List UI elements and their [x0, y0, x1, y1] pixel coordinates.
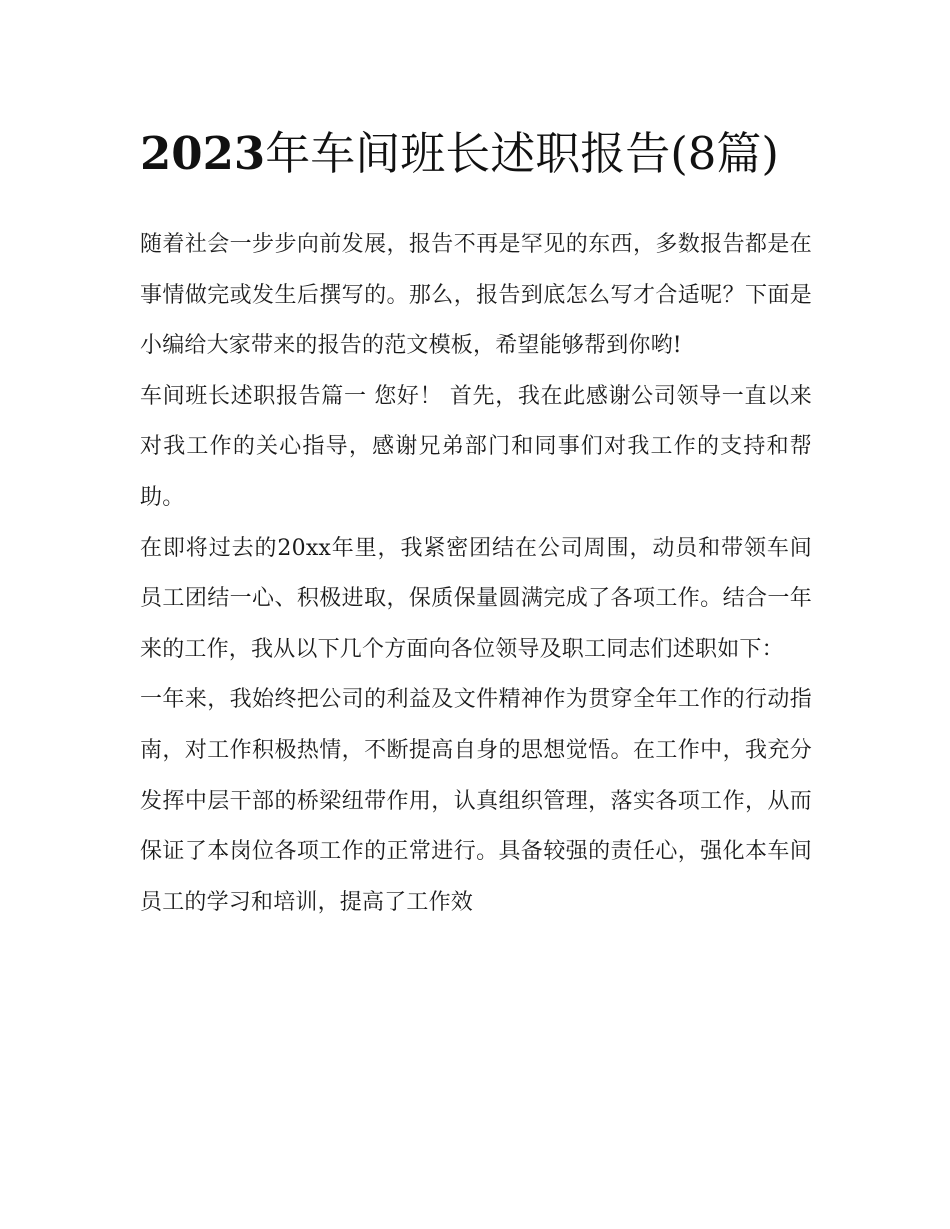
document-title: [140, 118, 812, 190]
intro-paragraph: 随着社会一步步向前发展，报告不再是罕见的东西，多数报告都是在事情做完或发生后撰写的。那么，报告到底怎么写才合适呢？下面是小编给大家带来的报告的范文模板，希望能够帮到你哟!: [140, 232, 812, 359]
title-year: 2023: [140, 127, 266, 180]
document-body: [140, 220, 812, 928]
body-paragraph: 一年来，我始终把公司的利益及文件精神作为贯穿全年工作的行动指南，对工作积极热情，不断提高自身的思想觉悟。在工作中，我充分发挥中层干部的桥梁纽带作用，认真组织管理，落实各项工作，从而保证了本岗位各项工作的正常进行。具备较强的责任心，强化本车间员工的学习和培训，提高了工作效: [140, 687, 812, 915]
body-paragraph: 车间班长述职报告篇一 您好！ 首先，我在此感谢公司领导一直以来对我工作的关心指导，感谢兄弟部门和同事们对我工作的支持和帮助。: [140, 383, 812, 510]
body-paragraph: 在即将过去的20xx年里，我紧密团结在公司周围，动员和带领车间员工团结一心、积极进取，保质保量圆满完成了各项工作。结合一年来的工作，我从以下几个方面向各位领导及职工同志们述职如下：: [140, 535, 812, 662]
document-content: [140, 118, 812, 928]
title-text: 年车间班长述职报告(8篇): [265, 127, 779, 180]
